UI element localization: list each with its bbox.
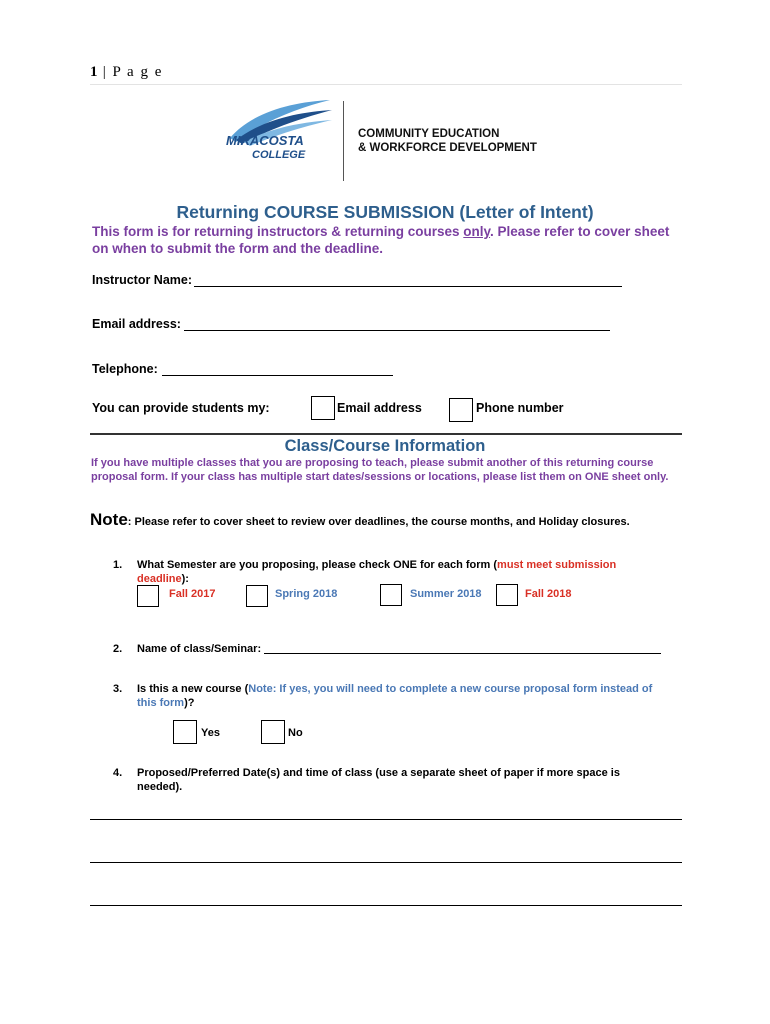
instructor-name-field[interactable] [194, 286, 622, 287]
section-divider [90, 433, 682, 435]
yes-label: Yes [201, 727, 220, 739]
telephone-label: Telephone: [92, 362, 158, 376]
q1-number: 1. [113, 559, 123, 571]
no-checkbox[interactable] [261, 720, 285, 744]
email-label: Email address: [92, 317, 181, 331]
miracosta-logo [222, 98, 342, 164]
telephone-field[interactable] [162, 375, 393, 376]
q3-text: Is this a new course (Note: If yes, you will need to complete a new course proposal form instead of this form)? [137, 683, 653, 709]
q1-text: What Semester are you proposing, please check ONE for each form (must meet submission deadline): [137, 559, 617, 585]
spring-2018-label: Spring 2018 [275, 588, 338, 600]
section-note: If you have multiple classes that you are proposing to teach, please submit another of this returning course proposal form. If your class has multiple start dates/sessions or locations, please list them on ONE sheet only. [91, 457, 669, 483]
answer-line-1[interactable] [90, 819, 682, 820]
fall-2018-checkbox[interactable] [496, 584, 518, 606]
cover-sheet-note: Note: Please refer to cover sheet to review over deadlines, the course months, and Holiday closures. [90, 510, 630, 529]
spring-2018-checkbox[interactable] [246, 585, 268, 607]
q2-text: Name of class/Seminar: [137, 643, 262, 655]
phone-option-checkbox[interactable] [449, 398, 473, 422]
fall-2017-label: Fall 2017 [169, 588, 216, 600]
email-field[interactable] [184, 330, 610, 331]
section-title: Class/Course Information [284, 437, 486, 455]
provide-label: You can provide students my: [92, 401, 270, 415]
logo-divider [343, 101, 344, 181]
summer-2018-checkbox[interactable] [380, 584, 402, 606]
department-name: COMMUNITY EDUCATION & WORKFORCE DEVELOPMENT [358, 128, 537, 154]
email-option-label: Email address [337, 401, 422, 415]
answer-line-2[interactable] [90, 862, 682, 863]
form-title: Returning COURSE SUBMISSION (Letter of Intent) [176, 202, 594, 222]
fall-2018-label: Fall 2018 [525, 588, 572, 600]
q4-text: Proposed/Preferred Date(s) and time of class (use a separate sheet of paper if more space is needed). [137, 767, 620, 793]
logo-line2: COLLEGE [252, 149, 306, 161]
fall-2017-checkbox[interactable] [137, 585, 159, 607]
form-intro: This form is for returning instructors & returning courses only. Please refer to cover sheet on when to submit the form and the deadline. [92, 224, 670, 256]
q3-number: 3. [113, 683, 123, 695]
yes-checkbox[interactable] [173, 720, 197, 744]
answer-line-3[interactable] [90, 905, 682, 906]
q4-number: 4. [113, 767, 123, 779]
no-label: No [288, 727, 303, 739]
phone-option-label: Phone number [476, 401, 564, 415]
summer-2018-label: Summer 2018 [410, 588, 482, 600]
q2-number: 2. [113, 643, 123, 655]
header-rule [90, 84, 682, 85]
email-option-checkbox[interactable] [311, 396, 335, 420]
instructor-name-label: Instructor Name: [92, 273, 193, 287]
class-name-field[interactable] [264, 653, 661, 654]
page-number: 1 | P a g e [90, 64, 163, 80]
logo-line1: MIRACOSTA [226, 133, 304, 148]
